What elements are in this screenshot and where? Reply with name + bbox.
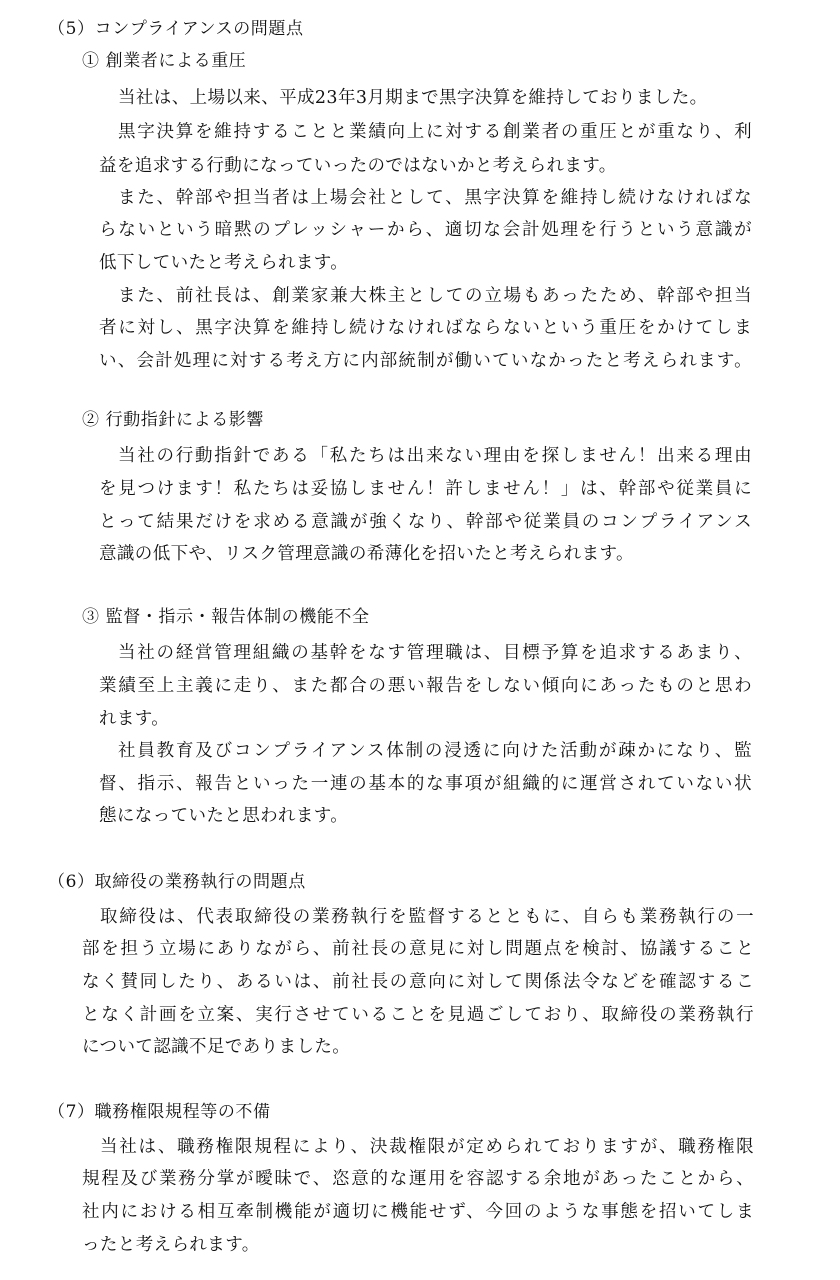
section-5-2-heading: ② 行動指針による影響 — [82, 410, 265, 430]
paragraph-line: 者に対し、黒字決算を維持し続けなければならないという重圧をかけてしま — [99, 318, 752, 338]
paragraph-line: 部を担う立場にありながら、前社長の意見に対し問題点を検討、協議すること — [82, 939, 754, 959]
paragraph-line: 社内における相互牽制機能が適切に機能せず、今回のような事態を招いてしま — [82, 1202, 754, 1222]
paragraph-line: 取締役は、代表取締役の業務執行を監督するとともに、自らも業務執行の一 — [100, 907, 754, 927]
section-5-heading: （5）コンプライアンスの問題点 — [48, 19, 304, 39]
paragraph-line: 益を追求する行動になっていったのではないかと考えられます。 — [99, 156, 617, 176]
paragraph-line: れます。 — [99, 709, 170, 729]
paragraph-line: なく賛同したり、あるいは、前社長の意向に対して関係法令などを確認するこ — [82, 972, 754, 992]
paragraph-line: となく計画を立案、実行させていることを見過ごしており、取締役の業務執行 — [82, 1005, 754, 1025]
section-6-heading: （6）取締役の業務執行の問題点 — [48, 872, 306, 892]
section-7-heading: （7）職務権限規程等の不備 — [48, 1102, 271, 1122]
section-5-3-heading: ③ 監督・指示・報告体制の機能不全 — [82, 607, 370, 627]
paragraph-line: らないという暗黙のプレッシャーから、適切な会計処理を行うという意識が — [99, 220, 752, 240]
section-5-1-heading: ① 創業者による重圧 — [82, 51, 247, 71]
paragraph-line: 規程及び業務分掌が曖昧で、恣意的な運用を容認する余地があったことから、 — [82, 1169, 754, 1189]
paragraph-line: 業績至上主義に走り、また都合の悪い報告をしない傾向にあったものと思わ — [99, 676, 752, 696]
paragraph-line: ったと考えられます。 — [82, 1235, 260, 1255]
paragraph-line: 社員教育及びコンプライアンス体制の浸透に向けた活動が疎かになり、監 — [118, 741, 752, 761]
paragraph-line: について認識不足でありました。 — [82, 1037, 351, 1057]
paragraph-line: い、会計処理に対する考え方に内部統制が働いていなかったと考えられます。 — [99, 351, 752, 371]
paragraph-line: 当社は、職務権限規程により、決裁権限が定められておりますが、職務権限 — [100, 1137, 754, 1157]
paragraph-line: を見つけます！私たちは妥協しません！許しません！」は、幹部や従業員に — [99, 479, 752, 499]
paragraph-line: 態になっていたと思われます。 — [99, 806, 349, 826]
paragraph-line: 当社の行動指針である「私たちは出来ない理由を探しません！出来る理由 — [118, 446, 752, 466]
paragraph-line: とって結果だけを求める意識が強くなり、幹部や従業員のコンプライアンス — [99, 512, 752, 532]
paragraph-line: 黒字決算を維持することと業績向上に対する創業者の重圧とが重なり、利 — [118, 122, 752, 142]
paragraph-line: また、前社長は、創業家兼大株主としての立場もあったため、幹部や担当 — [118, 286, 752, 306]
paragraph-line: 意識の低下や、リスク管理意識の希薄化を招いたと考えられます。 — [99, 544, 634, 564]
paragraph-line: 当社の経営管理組織の基幹をなす管理職は、目標予算を追求するあまり、 — [118, 643, 752, 663]
paragraph-line: 当社は、上場以来、平成23年3月期まで黒字決算を維持しておりました。 — [118, 88, 708, 108]
paragraph-line: 督、指示、報告といった一連の基本的な事項が組織的に運営されていない状 — [99, 774, 752, 794]
paragraph-line: また、幹部や担当者は上場会社として、黒字決算を維持し続けなければな — [118, 188, 752, 208]
paragraph-line: 低下していたと考えられます。 — [99, 253, 349, 273]
